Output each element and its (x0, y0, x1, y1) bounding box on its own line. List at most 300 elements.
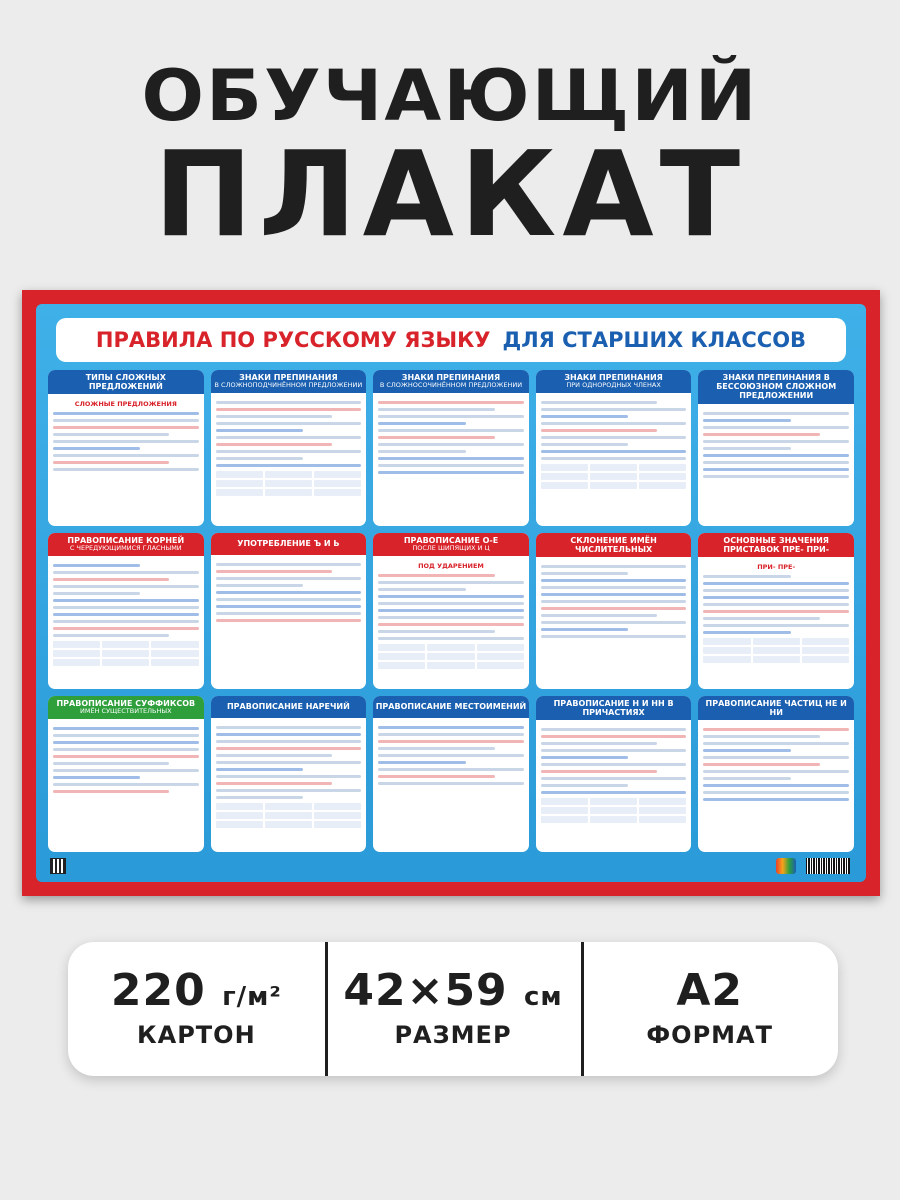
mini-table-cell (314, 480, 361, 487)
fine-print-line (378, 747, 494, 750)
rule-card-accent: ПОД УДАРЕНИЕМ (418, 561, 484, 570)
fine-print-line (703, 617, 819, 620)
fine-print-line (378, 609, 524, 612)
fine-print-line (703, 603, 849, 606)
fine-print-line (703, 468, 849, 471)
fine-print-line (53, 755, 199, 758)
rule-card-subtitle: ПРИ ОДНОРОДНЫХ ЧЛЕНАХ (566, 381, 661, 390)
fine-print-line (703, 582, 849, 585)
fine-print-line (703, 575, 790, 578)
fine-print-line (53, 734, 199, 737)
fine-print-line (703, 596, 849, 599)
mini-table-cell (314, 821, 361, 828)
mini-table-cell (590, 473, 637, 480)
fine-print-line (378, 761, 465, 764)
fine-print-line (541, 593, 687, 596)
fine-print-line (703, 475, 849, 478)
mini-table-cell (541, 807, 588, 814)
fine-print-line (378, 581, 524, 584)
fine-print-line (541, 457, 687, 460)
poster-title-grade: ДЛЯ СТАРШИХ КЛАССОВ (502, 328, 807, 352)
rule-card-body (698, 720, 854, 852)
fine-print-line (378, 602, 524, 605)
poster-inner (36, 304, 866, 882)
fine-print-line (53, 741, 199, 744)
fine-print-line (216, 754, 332, 757)
fine-print-line (541, 450, 687, 453)
fine-print-line (216, 457, 303, 460)
fine-print-line (216, 789, 362, 792)
fine-print-line (216, 464, 362, 467)
mini-table-cell (590, 816, 637, 823)
fine-print-line (703, 763, 819, 766)
rule-card (48, 533, 204, 689)
mini-table-cell (802, 647, 849, 654)
rule-card-title-text: СКЛОНЕНИЕ ИМЁН ЧИСЛИТЕЛЬНЫХ (570, 536, 657, 555)
fine-print-line (216, 761, 362, 764)
fine-print-line (53, 571, 199, 574)
barcode-icon (806, 858, 850, 874)
fine-print-line (541, 600, 687, 603)
rule-card (698, 533, 854, 689)
rule-card-body (211, 718, 367, 852)
fine-print-line (216, 612, 362, 615)
mini-table-cell (802, 638, 849, 645)
fine-print-line (703, 419, 790, 422)
fine-print-line (216, 577, 362, 580)
mini-table-cell (314, 489, 361, 496)
fine-print-line (216, 598, 362, 601)
rule-card-body (373, 718, 529, 852)
rule-card-title (211, 370, 367, 393)
mini-table-cell (265, 489, 312, 496)
rule-card-body (698, 404, 854, 526)
fine-print-line (216, 605, 362, 608)
fine-print-line (53, 599, 199, 602)
rule-card-body (211, 393, 367, 526)
mini-table (541, 464, 687, 489)
fine-print-line (378, 450, 465, 453)
fine-print-line (378, 464, 524, 467)
fine-print-line (378, 595, 524, 598)
fine-print-line (703, 610, 849, 613)
mini-table-cell (753, 638, 800, 645)
mini-table-cell (102, 650, 149, 657)
mini-table-cell (541, 473, 588, 480)
fine-print-line (216, 570, 332, 573)
fine-print-line (703, 624, 849, 627)
rule-card-title (48, 370, 204, 394)
fine-print-line (703, 791, 849, 794)
fine-print-line (378, 768, 524, 771)
fine-print-line (541, 749, 687, 752)
mini-table-cell (265, 821, 312, 828)
fine-print-line (541, 742, 657, 745)
fine-print-line (541, 401, 657, 404)
fine-print-line (216, 401, 362, 404)
fine-print-line (541, 408, 687, 411)
rule-card-title-text: ЗНАКИ ПРЕПИНАНИЯ (401, 373, 501, 382)
fine-print-line (53, 762, 169, 765)
fine-print-line (378, 637, 524, 640)
fine-print-line (53, 433, 169, 436)
rule-card-title (48, 533, 204, 556)
mini-table-cell (53, 659, 100, 666)
rule-card-title (536, 370, 692, 393)
fine-print-line (216, 408, 362, 411)
rule-card-body (536, 557, 692, 689)
mini-table-cell (639, 807, 686, 814)
fine-print-line (53, 627, 199, 630)
fine-print-line (541, 791, 687, 794)
publisher-logo (776, 858, 796, 874)
rule-card-title-text: ТИПЫ СЛОЖНЫХ ПРЕДЛОЖЕНИЙ (85, 373, 166, 392)
fine-print-line (216, 619, 362, 622)
fine-print-line (53, 748, 199, 751)
fine-print-line (216, 726, 362, 729)
fine-print-line (378, 623, 524, 626)
fine-print-line (216, 584, 303, 587)
fine-print-line (53, 620, 199, 623)
rule-card-title (698, 533, 854, 557)
fine-print-line (541, 628, 628, 631)
fine-print-line (216, 429, 303, 432)
spec-density (68, 942, 325, 1076)
rule-card-title (536, 533, 692, 557)
rule-card-body (48, 556, 204, 689)
fine-print-line (541, 607, 687, 610)
rule-card-title-text: УПОТРЕБЛЕНИЕ Ъ И Ь (237, 539, 340, 549)
mini-table-cell (102, 641, 149, 648)
mini-table-cell (216, 471, 263, 478)
mini-table-cell (541, 464, 588, 471)
mini-table-cell (639, 464, 686, 471)
mini-table-cell (53, 641, 100, 648)
rule-card-title-text: ПРАВОПИСАНИЕ НАРЕЧИЙ (226, 702, 350, 712)
fine-print-line (703, 631, 790, 634)
rule-card-body (536, 720, 692, 852)
rule-card-title (373, 696, 529, 718)
fine-print-line (541, 586, 687, 589)
fine-print-line (378, 775, 494, 778)
fine-print-line (216, 768, 303, 771)
fine-print-line (378, 616, 524, 619)
mini-table-cell (639, 482, 686, 489)
mini-table-cell (477, 662, 524, 669)
fine-print-line (216, 450, 362, 453)
fine-print-line (541, 572, 628, 575)
mini-table-cell (639, 473, 686, 480)
rule-card-title-text: ПРАВОПИСАНИЕ О-Е (403, 536, 499, 545)
rule-card-title (373, 533, 529, 556)
fine-print-line (541, 763, 687, 766)
fine-print-line (378, 429, 524, 432)
mini-table-cell (703, 647, 750, 654)
fine-print-line (703, 589, 849, 592)
mini-table-cell (639, 798, 686, 805)
fine-print-line (378, 408, 494, 411)
mini-table-cell (477, 653, 524, 660)
rule-card (211, 370, 367, 526)
fine-print-line (53, 412, 199, 415)
mini-table (703, 638, 849, 663)
rule-card-body (48, 394, 204, 526)
mini-table-cell (265, 812, 312, 819)
poster (22, 290, 880, 896)
mini-table (378, 644, 524, 669)
fine-print-line (703, 756, 849, 759)
rule-card-title-text: ПРАВОПИСАНИЕ КОРНЕЙ (67, 536, 185, 545)
mini-table-cell (314, 812, 361, 819)
mini-table (53, 641, 199, 666)
rule-card-title (698, 370, 854, 404)
fine-print-line (541, 756, 628, 759)
fine-print-line (378, 436, 494, 439)
rule-card (373, 696, 529, 852)
fine-print-line (541, 735, 687, 738)
rule-card-accent: ПРИ- ПРЕ- (757, 563, 796, 572)
rule-card-title-text: ЗНАКИ ПРЕПИНАНИЯ В БЕССОЮЗНОМ СЛОЖНОМ ПРЕДЛОЖЕНИИ (716, 373, 837, 401)
fine-print-line (541, 565, 687, 568)
rule-card-body (373, 393, 529, 526)
rule-card-title-text: ОСНОВНЫЕ ЗНАЧЕНИЯ ПРИСТАВОК ПРЕ- ПРИ- (723, 536, 830, 555)
spec-size (325, 942, 582, 1076)
fine-print-line (703, 440, 849, 443)
mini-table-cell (541, 816, 588, 823)
fine-print-line (541, 728, 687, 731)
rule-card-title-text: ЗНАКИ ПРЕПИНАНИЯ (239, 373, 338, 382)
fine-print-line (541, 422, 687, 425)
mini-table-cell (753, 647, 800, 654)
fine-print-line (53, 769, 199, 772)
rule-card-subtitle: С ЧЕРЕДУЮЩИМИСЯ ГЛАСНЫМИ (69, 544, 182, 553)
rule-card-body (48, 719, 204, 852)
poster-title-main: ПРАВИЛА ПО РУССКОМУ ЯЗЫКУ (95, 328, 491, 352)
mini-table-cell (378, 644, 425, 651)
fine-print-line (53, 461, 169, 464)
fine-print-line (53, 613, 199, 616)
fine-print-line (216, 740, 362, 743)
rule-card-title-text: ПРАВОПИСАНИЕ СУФФИКСОВ (56, 699, 196, 708)
fine-print-line (216, 422, 362, 425)
rule-card-title-text: ПРАВОПИСАНИЕ ЧАСТИЦ НЕ И НИ (705, 699, 847, 718)
fine-print-line (703, 784, 849, 787)
fine-print-line (378, 457, 524, 460)
rule-card (211, 696, 367, 852)
poster-card-grid (48, 370, 854, 852)
fine-print-line (541, 415, 628, 418)
mini-table (216, 803, 362, 828)
fine-print-line (703, 447, 790, 450)
fine-print-line (216, 415, 332, 418)
rule-card-title-text: ПРАВОПИСАНИЕ МЕСТОИМЕНИЙ (375, 702, 527, 712)
mini-table-cell (427, 662, 474, 669)
fine-print-line (378, 782, 524, 785)
mini-table-cell (378, 662, 425, 669)
fine-print-line (703, 777, 790, 780)
mini-table-cell (590, 807, 637, 814)
fine-print-line (378, 415, 524, 418)
fine-print-line (703, 770, 849, 773)
mini-table-cell (314, 471, 361, 478)
rule-card-title (48, 696, 204, 719)
fine-print-line (53, 564, 140, 567)
fine-print-line (378, 574, 494, 577)
rule-card-body (211, 555, 367, 689)
fine-print-line (703, 735, 819, 738)
fine-print-line (216, 796, 303, 799)
mini-table-cell (753, 656, 800, 663)
mini-table-cell (102, 659, 149, 666)
mini-table-cell (265, 803, 312, 810)
rule-card-title (211, 533, 367, 555)
spec-density-label: КАРТОН (137, 1021, 256, 1049)
fine-print-line (53, 440, 199, 443)
fine-print-line (53, 419, 199, 422)
mini-table-cell (314, 803, 361, 810)
fine-print-line (703, 749, 790, 752)
spec-size-label: РАЗМЕР (394, 1021, 512, 1049)
mini-table-cell (216, 803, 263, 810)
mini-table-cell (151, 650, 198, 657)
rule-card-subtitle: ИМЁН СУЩЕСТВИТЕЛЬНЫХ (80, 707, 172, 716)
mini-table-cell (590, 464, 637, 471)
rule-card (373, 370, 529, 526)
mini-table (541, 798, 687, 823)
fine-print-line (541, 429, 657, 432)
rule-card-subtitle: В СЛОЖНОПОДЧИНЁННОМ ПРЕДЛОЖЕНИИ (214, 381, 363, 390)
fine-print-line (541, 614, 657, 617)
fine-print-line (378, 740, 524, 743)
mini-table-cell (216, 821, 263, 828)
fine-print-line (53, 454, 199, 457)
rule-card-title (211, 696, 367, 718)
mini-table-cell (53, 650, 100, 657)
rule-card (536, 696, 692, 852)
fine-print-line (53, 468, 199, 471)
rule-card (698, 696, 854, 852)
fine-print-line (216, 436, 362, 439)
rule-card-title-text: ПРАВОПИСАНИЕ Н И НН В ПРИЧАСТИЯХ (553, 699, 674, 718)
fine-print-line (703, 798, 849, 801)
fine-print-line (703, 742, 849, 745)
mini-table-cell (216, 480, 263, 487)
rule-card-body (373, 556, 529, 689)
mini-table-cell (216, 812, 263, 819)
fine-print-line (703, 426, 849, 429)
mini-table-cell (639, 816, 686, 823)
mini-table-cell (703, 638, 750, 645)
mini-table-cell (590, 798, 637, 805)
fine-print-line (53, 790, 169, 793)
mini-table-cell (378, 653, 425, 660)
specs-panel (68, 942, 838, 1076)
hero-title-line1: ОБУЧАЮЩИЙ (141, 55, 759, 137)
fine-print-line (53, 447, 140, 450)
fine-print-line (216, 591, 362, 594)
rule-card (536, 370, 692, 526)
fine-print-line (53, 727, 199, 730)
fine-print-line (53, 606, 199, 609)
rule-card-subtitle: В СЛОЖНОСОЧИНЁННОМ ПРЕДЛОЖЕНИИ (379, 381, 523, 390)
fine-print-line (216, 782, 332, 785)
rule-card-title (698, 696, 854, 720)
fine-print-line (541, 621, 687, 624)
mini-table-cell (151, 641, 198, 648)
fine-print-line (541, 436, 687, 439)
fine-print-line (541, 443, 628, 446)
mini-table-cell (151, 659, 198, 666)
mini-table (216, 471, 362, 496)
rule-card-title-text: ЗНАКИ ПРЕПИНАНИЯ (564, 373, 663, 382)
rule-card-accent: СЛОЖНЫЕ ПРЕДЛОЖЕНИЯ (74, 400, 177, 409)
fine-print-line (541, 579, 687, 582)
fine-print-line (703, 412, 849, 415)
fine-print-line (378, 422, 465, 425)
fine-print-line (541, 770, 657, 773)
fine-print-line (378, 726, 524, 729)
fine-print-line (53, 592, 140, 595)
fine-print-line (541, 635, 687, 638)
rule-card-body (536, 393, 692, 526)
fine-print-line (53, 578, 169, 581)
fine-print-line (53, 585, 199, 588)
rule-card-subtitle: ПОСЛЕ ШИПЯЩИХ И Ц (412, 544, 490, 553)
rule-card (48, 696, 204, 852)
rule-card (698, 370, 854, 526)
fine-print-line (703, 728, 849, 731)
mini-table-cell (427, 644, 474, 651)
spec-size-value: 42×59 см (343, 965, 563, 1016)
hero (0, 0, 900, 290)
mini-table-cell (802, 656, 849, 663)
rule-card (373, 533, 529, 689)
mini-table-cell (703, 656, 750, 663)
fine-print-line (703, 433, 819, 436)
fine-print-line (216, 775, 362, 778)
fine-print-line (216, 563, 362, 566)
fine-print-line (378, 443, 524, 446)
fine-print-line (53, 776, 140, 779)
mini-table-cell (265, 480, 312, 487)
fine-print-line (53, 634, 169, 637)
rule-card (536, 533, 692, 689)
fine-print-line (541, 777, 687, 780)
poster-title (56, 318, 846, 362)
fine-print-line (703, 454, 849, 457)
rule-card (48, 370, 204, 526)
fine-print-line (703, 461, 849, 464)
mini-table-cell (541, 482, 588, 489)
fine-print-line (53, 426, 199, 429)
spec-format-label: ФОРМАТ (646, 1021, 773, 1049)
rule-card-title (536, 696, 692, 720)
rule-card-body (698, 557, 854, 689)
mini-table-cell (427, 653, 474, 660)
rule-card-title (373, 370, 529, 393)
fine-print-line (378, 630, 494, 633)
qr-code-icon (50, 858, 66, 874)
spec-format (581, 942, 838, 1076)
fine-print-line (378, 754, 524, 757)
fine-print-line (216, 747, 362, 750)
spec-density-value: 220 г/м² (110, 965, 282, 1016)
mini-table-cell (477, 644, 524, 651)
fine-print-line (378, 733, 524, 736)
mini-table-cell (590, 482, 637, 489)
fine-print-line (378, 471, 524, 474)
fine-print-line (216, 733, 362, 736)
